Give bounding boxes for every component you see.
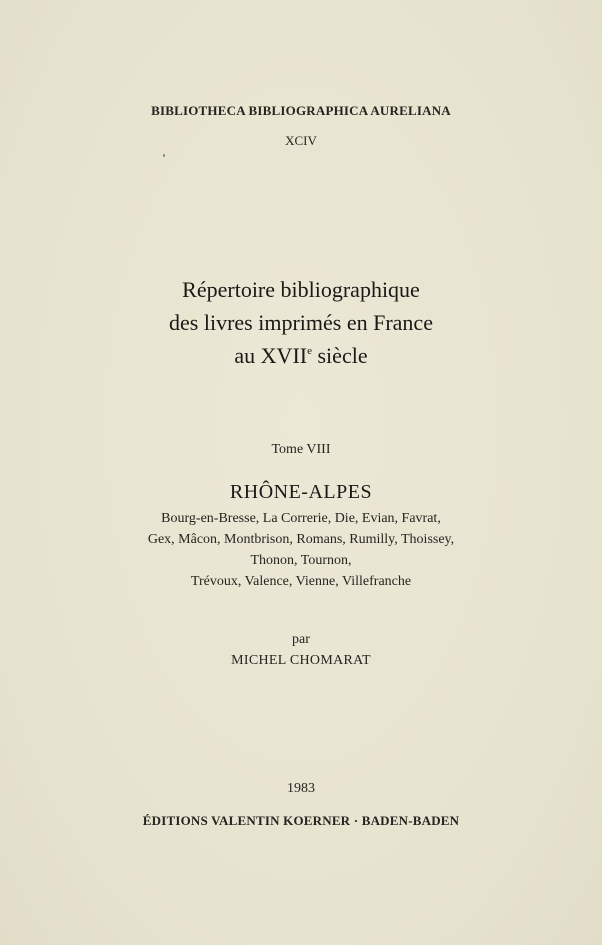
places-line-4: Trévoux, Valence, Vienne, Villefranche bbox=[190, 574, 412, 589]
book-title bbox=[0, 273, 602, 372]
publisher-imprint: ÉDITIONS VALENTIN KOERNER · BADEN-BADEN bbox=[142, 813, 460, 828]
series-number: XCIV bbox=[285, 133, 317, 148]
places-list bbox=[0, 508, 602, 592]
volume-number: Tome VIII bbox=[271, 442, 331, 457]
book-title-line-3-suffix: siècle bbox=[312, 343, 368, 368]
book-title-line-3 bbox=[0, 339, 602, 372]
book-title-line-2: des livres imprimés en France bbox=[169, 310, 433, 335]
places-line-2: Gex, Mâcon, Montbrison, Romans, Rumilly, Thoissey, bbox=[147, 532, 455, 547]
region-heading: RHÔNE-ALPES bbox=[229, 481, 373, 503]
places-line-3: Thonon, Tournon, bbox=[250, 553, 352, 568]
book-title-line-1: Répertoire bibliographique bbox=[182, 277, 420, 302]
publication-year: 1983 bbox=[287, 781, 315, 796]
century-superscript: e bbox=[307, 345, 312, 357]
series-title: BIBLIOTHECA BIBLIOGRAPHICA AURELIANA bbox=[151, 103, 451, 118]
author-name: MICHEL CHOMARAT bbox=[231, 653, 371, 668]
by-label: par bbox=[292, 632, 310, 647]
places-line-1: Bourg-en-Bresse, La Correrie, Die, Evian, Favrat, bbox=[161, 511, 441, 526]
book-title-line-3-prefix: au XVII bbox=[234, 343, 308, 368]
paper-speck bbox=[163, 154, 165, 157]
